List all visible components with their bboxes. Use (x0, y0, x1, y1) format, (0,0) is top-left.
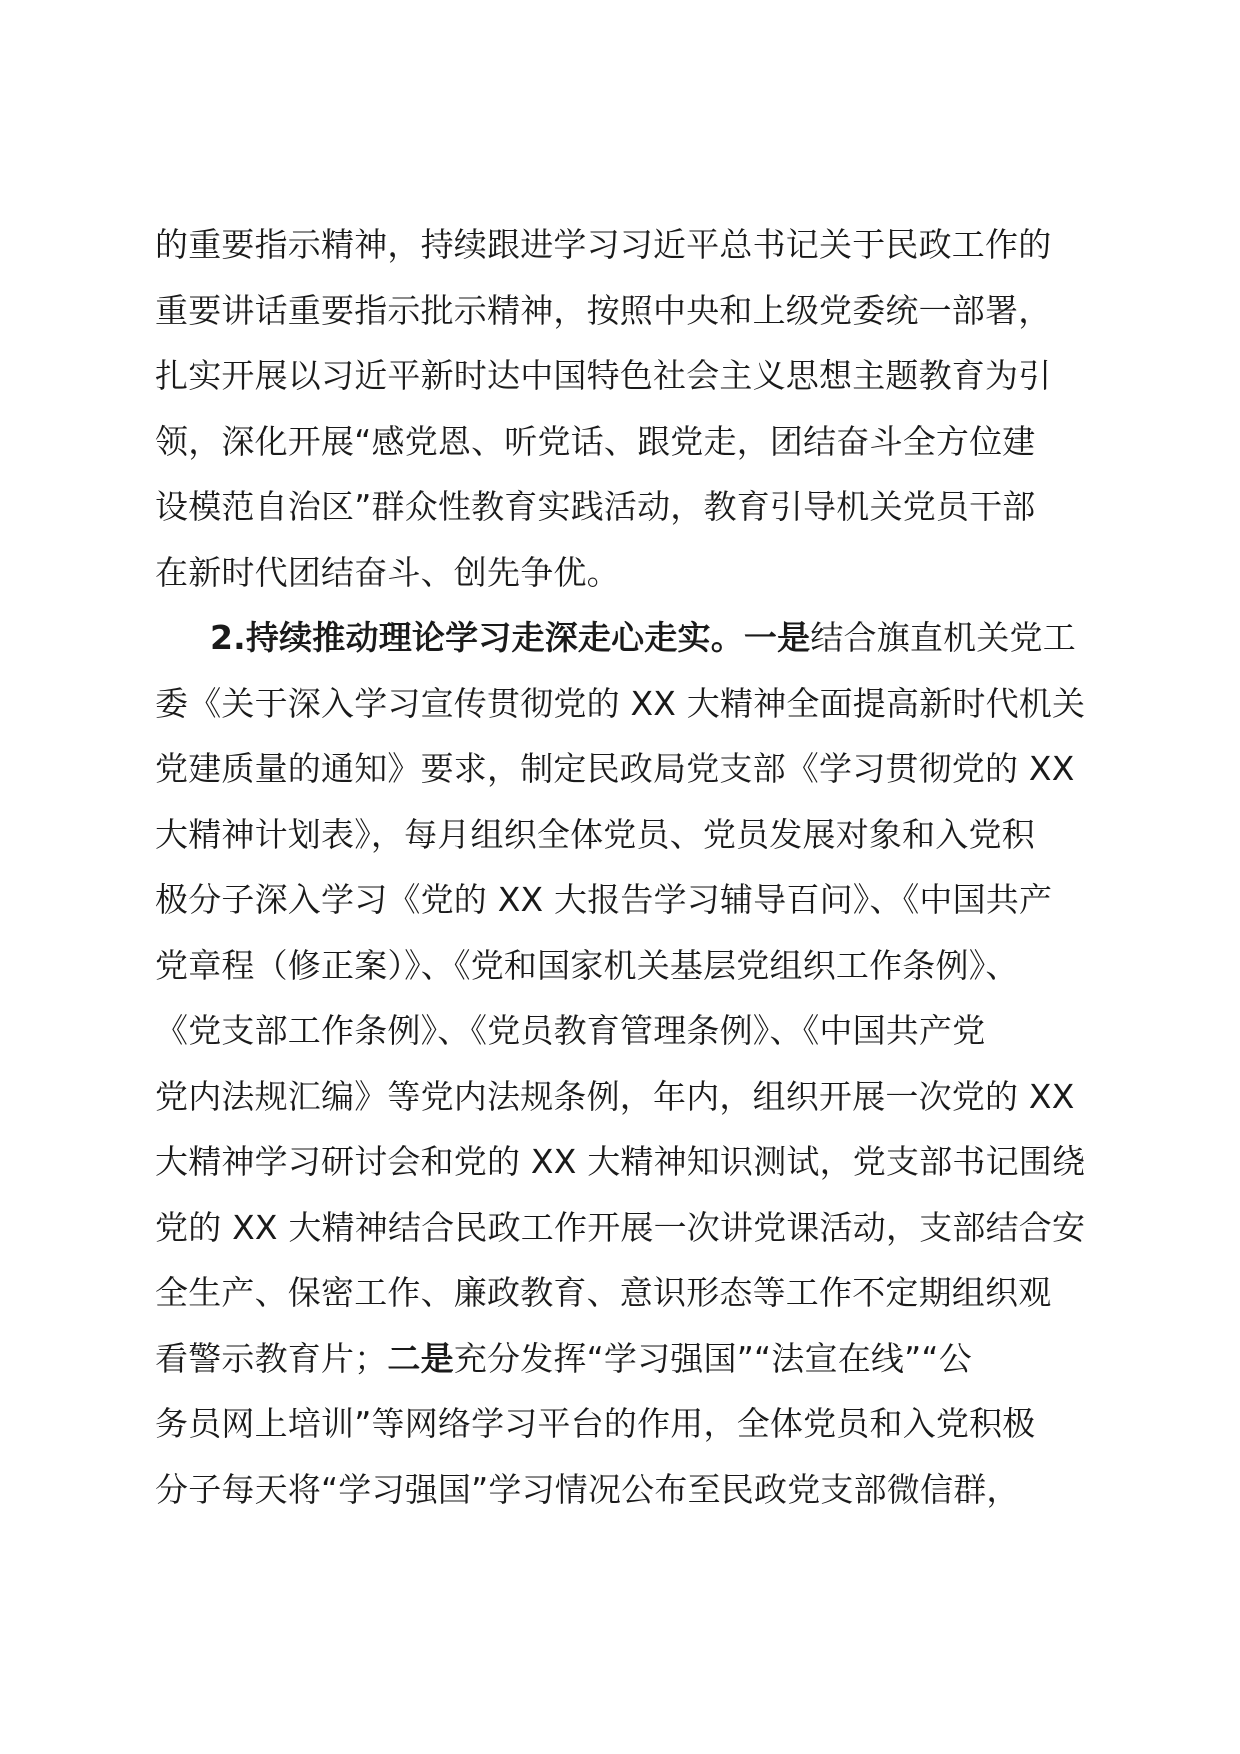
text-line (155, 278, 1095, 344)
text-segment: 大精神计划表》，每月组织全体党员、党员发展对象和入党积 (155, 814, 1035, 854)
text-segment: 《党支部工作条例》、《党员教育管理条例》、《中国共产党 (155, 1011, 986, 1050)
text-line (155, 867, 1095, 933)
text-segment: 看警示教育片； (155, 1338, 388, 1378)
text-segment: 党内法规汇编》等党内法规条例，年内，组织开展一次党的 XX (155, 1076, 1075, 1116)
text-segment: 大精神学习研讨会和党的 XX 大精神知识测试，党支部书记围绕 (155, 1142, 1086, 1181)
text-segment: 的重要指示精神，持续跟进学习习近平总书记关于民政工作的 (155, 225, 1052, 264)
text-segment: 领，深化开展“感党恩、听党话、跟党走，团结奋斗全方位建 (155, 421, 1036, 461)
text-line (155, 933, 1095, 999)
text-line (155, 998, 1095, 1064)
text-line (155, 1129, 1095, 1195)
text-segment: 党章程（修正案）》、《党和国家机关基层党组织工作条例》、 (155, 945, 1019, 985)
text-segment: 扎实开展以习近平新时达中国特色社会主义思想主题教育为引 (155, 356, 1052, 395)
text-segment: 党的 XX 大精神结合民政工作开展一次讲党课活动，支部结合安 (155, 1207, 1086, 1247)
bold-text-segment: 2.持续推动理论学习走深走心走实。一是 (210, 618, 811, 657)
text-line (155, 671, 1095, 737)
text-line (155, 1326, 1095, 1392)
text-line (155, 409, 1095, 475)
text-line (155, 540, 1095, 606)
text-segment: 重要讲话重要指示批示精神，按照中央和上级党委统一部署， (155, 290, 1052, 330)
body-text (155, 212, 1095, 1522)
text-line (155, 1064, 1095, 1130)
text-segment: 极分子深入学习《党的 XX 大报告学习辅导百问》、《中国共产 (155, 880, 1053, 919)
text-line (155, 1457, 1095, 1523)
text-segment: 委《关于深入学习宣传贯彻党的 XX 大精神全面提高新时代机关 (155, 683, 1086, 723)
text-line (155, 212, 1095, 278)
text-line (155, 605, 1095, 671)
text-line (155, 1260, 1095, 1326)
text-line (155, 1391, 1095, 1457)
text-line (155, 802, 1095, 868)
text-segment: 在新时代团结奋斗、创先争优。 (155, 552, 620, 592)
text-segment: 分子每天将“学习强国”学习情况公布至民政党支部微信群， (155, 1469, 1020, 1509)
text-line (155, 1195, 1095, 1261)
bold-text-segment: 二是 (387, 1338, 454, 1378)
text-segment: 结合旗直机关党工 (810, 618, 1076, 657)
text-line (155, 343, 1095, 409)
text-segment: 全生产、保密工作、廉政教育、意识形态等工作不定期组织观 (155, 1273, 1052, 1312)
text-line (155, 736, 1095, 802)
text-segment: 充分发挥“学习强国”“法宣在线”“公 (453, 1338, 972, 1378)
text-segment: 务员网上培训”等网络学习平台的作用，全体党员和入党积极 (155, 1404, 1036, 1443)
text-segment: 设模范自治区”群众性教育实践活动，教育引导机关党员干部 (155, 487, 1036, 526)
text-line (155, 474, 1095, 540)
text-segment: 党建质量的通知》要求，制定民政局党支部《学习贯彻党的 XX (155, 749, 1075, 788)
